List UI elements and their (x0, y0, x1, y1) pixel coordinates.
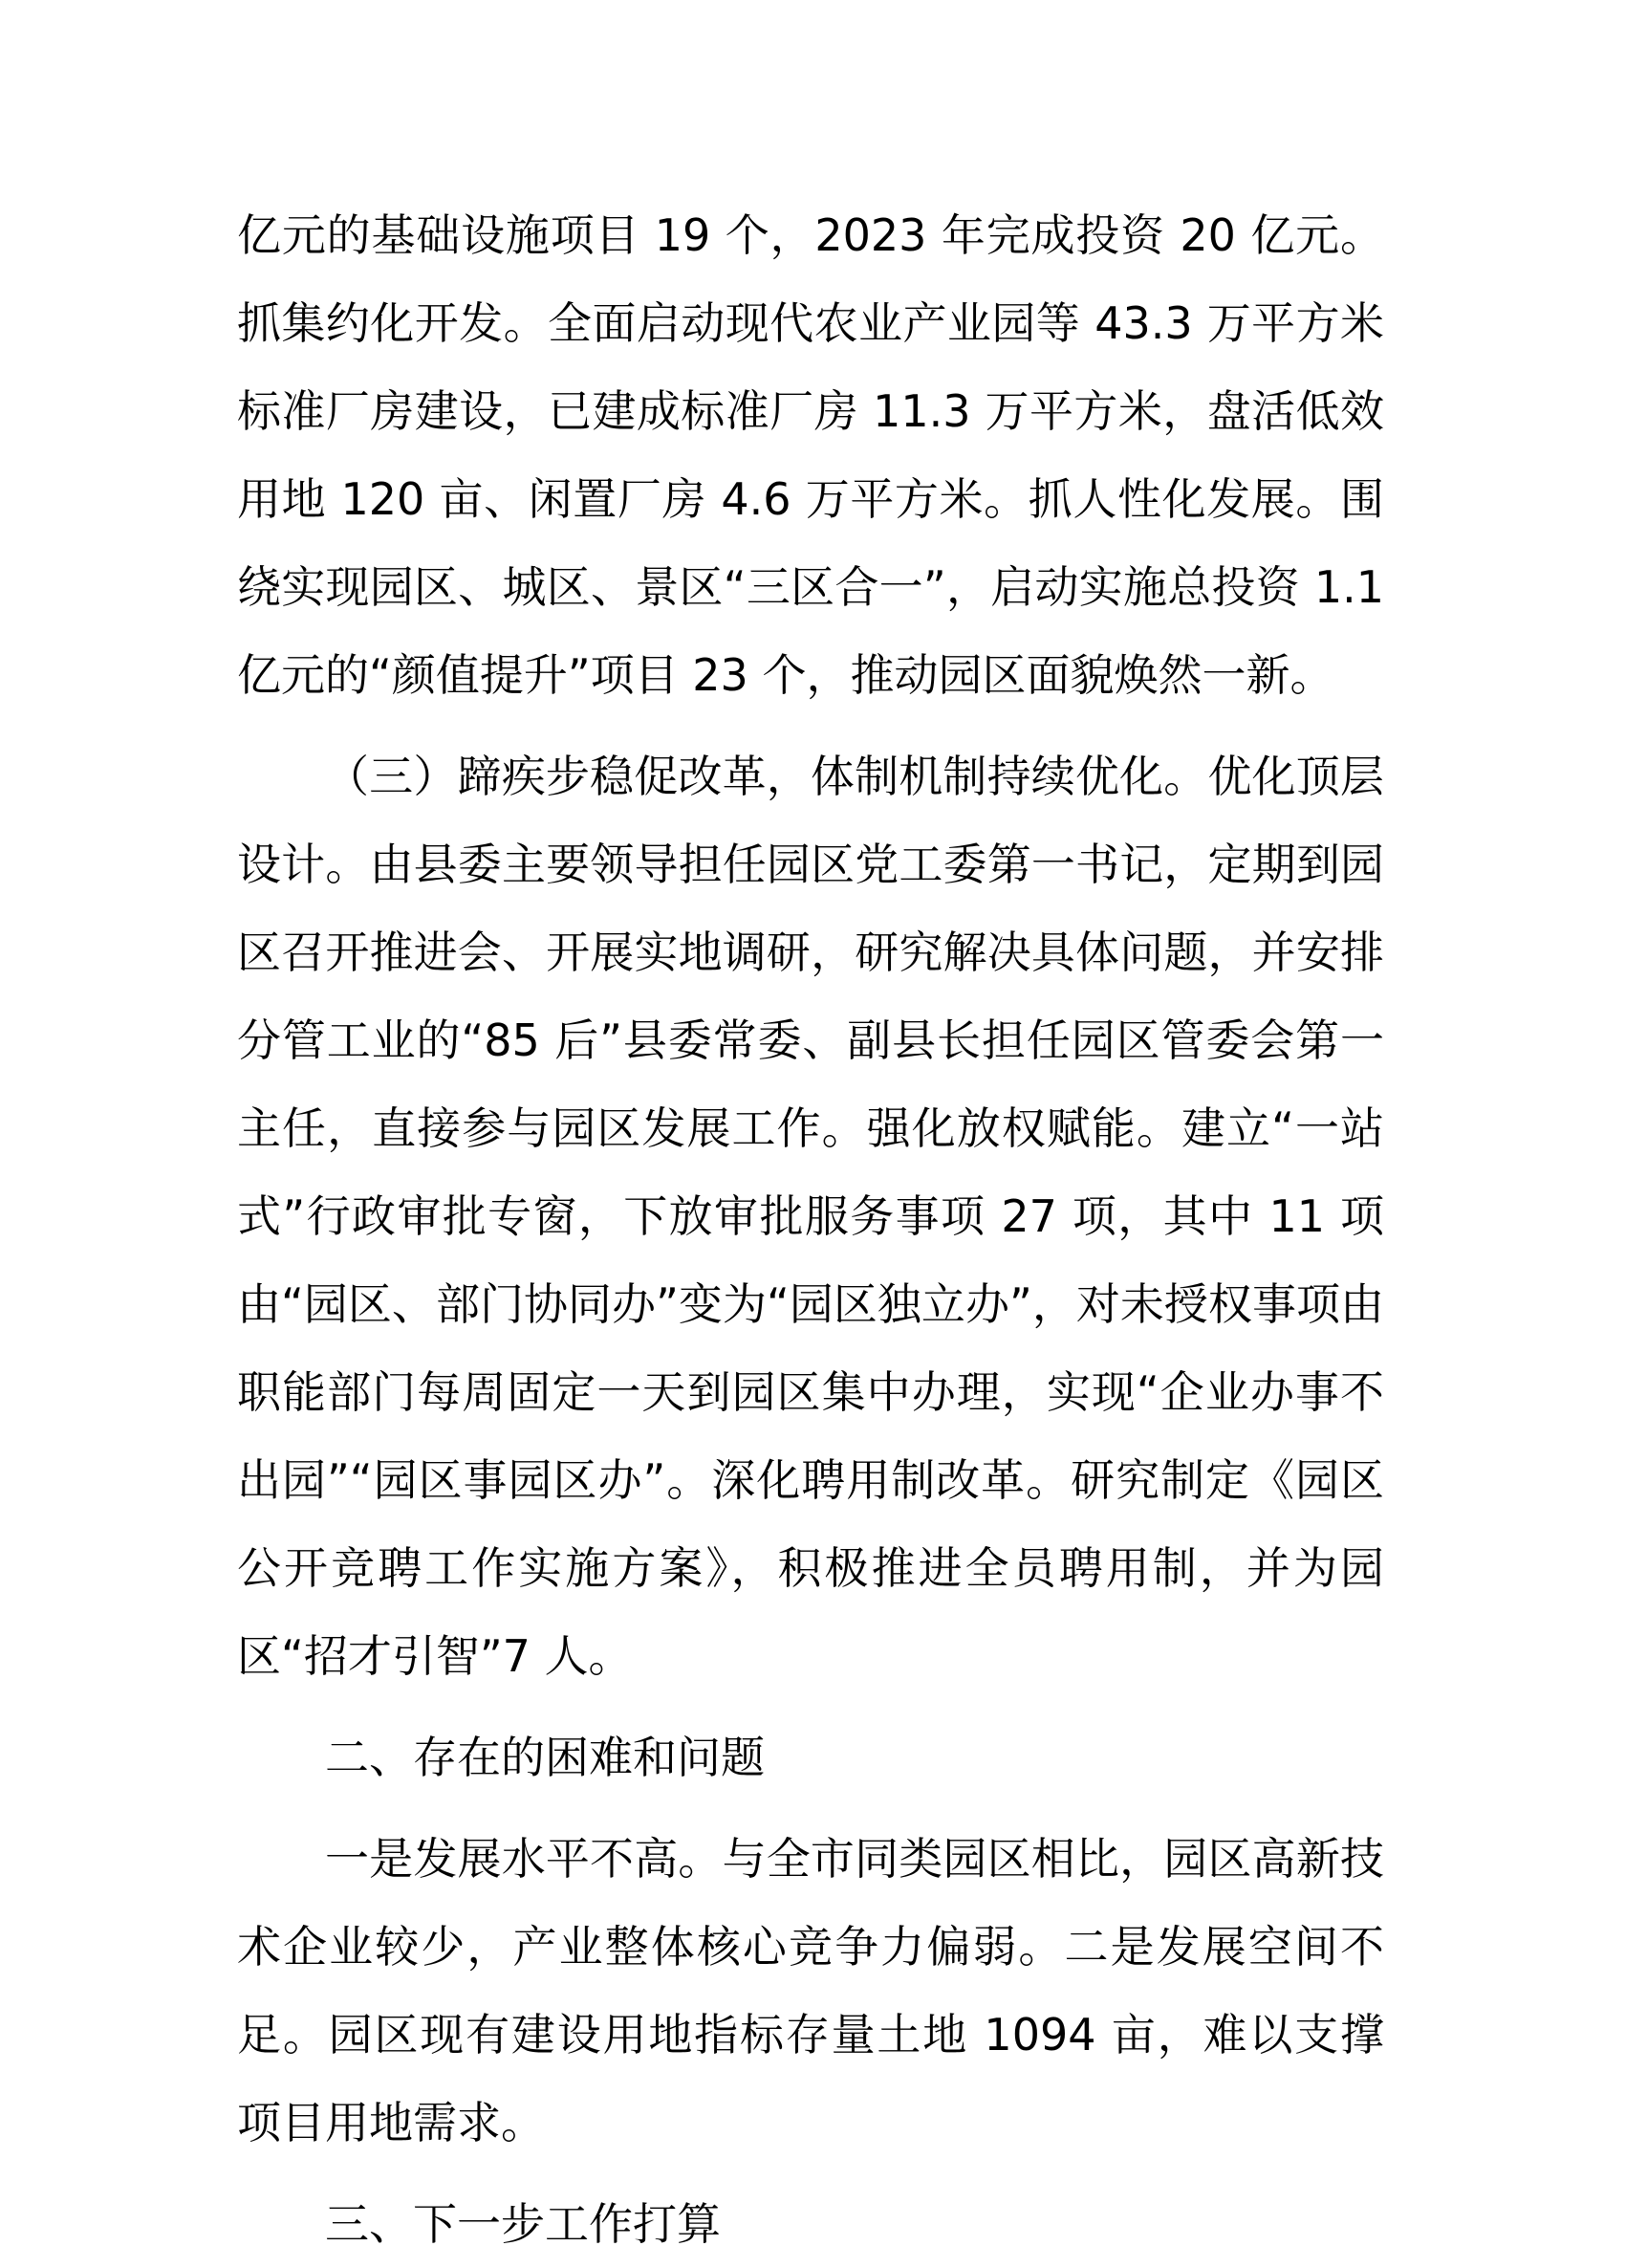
spacer (237, 1700, 1384, 1713)
section-heading-next-steps: 三、下一步工作打算 (325, 2198, 721, 2250)
paragraph-reform: （三）蹄疾步稳促改革，体制机制持续优化。优化顶层设计。由县委主要领导担任园区党工委第一书记，定期到园区召开推进会、开展实地调研，研究解决具体问题，并安排分管工业的“85 后”县委常委、副县长担任园区管委会第一主任，直接参与园区发展工作。强化放权赋能。建立“一站式”行政审批专窗，下放审批服务事项 27 项，其中 11 项由“园区、部门协同办”变为“园区独立办”，对未授权事项由职能部门每周固定一天到园区集中办理，实现“企业办事不出园”“园区事园区办”。深化聘用制改革。研究制定《园区公开竞聘工作实施方案》，积极推进全员聘用制，并为园区“招才引智”7 人。 (237, 751, 1384, 1682)
spacer (237, 719, 1384, 732)
spacer (237, 1801, 1384, 1815)
document-body (237, 191, 1384, 2268)
spacer (237, 2167, 1384, 2180)
section-heading-problems: 二、存在的困难和问题 (325, 1732, 765, 1783)
paragraph-infrastructure: 亿元的基础设施项目 19 个，2023 年完成投资 20 亿元。抓集约化开发。全面启动现代农业产业园等 43.3 万平方米标准厂房建设，已建成标准厂房 11.3 万平方米，盘活低效用地 120 亩、闲置厂房 4.6 万平方米。抓人性化发展。围绕实现园区、城区、景区“三区合一”，启动实施总投资 1.1 亿元的“颜值提升”项目 23 个，推动园区面貌焕然一新。 (237, 209, 1384, 701)
paragraph-problems: 一是发展水平不高。与全市同类园区相比，园区高新技术企业较少，产业整体核心竞争力偏弱。二是发展空间不足。园区现有建设用地指标存量土地 1094 亩，难以支撑项目用地需求。 (237, 1833, 1384, 2148)
